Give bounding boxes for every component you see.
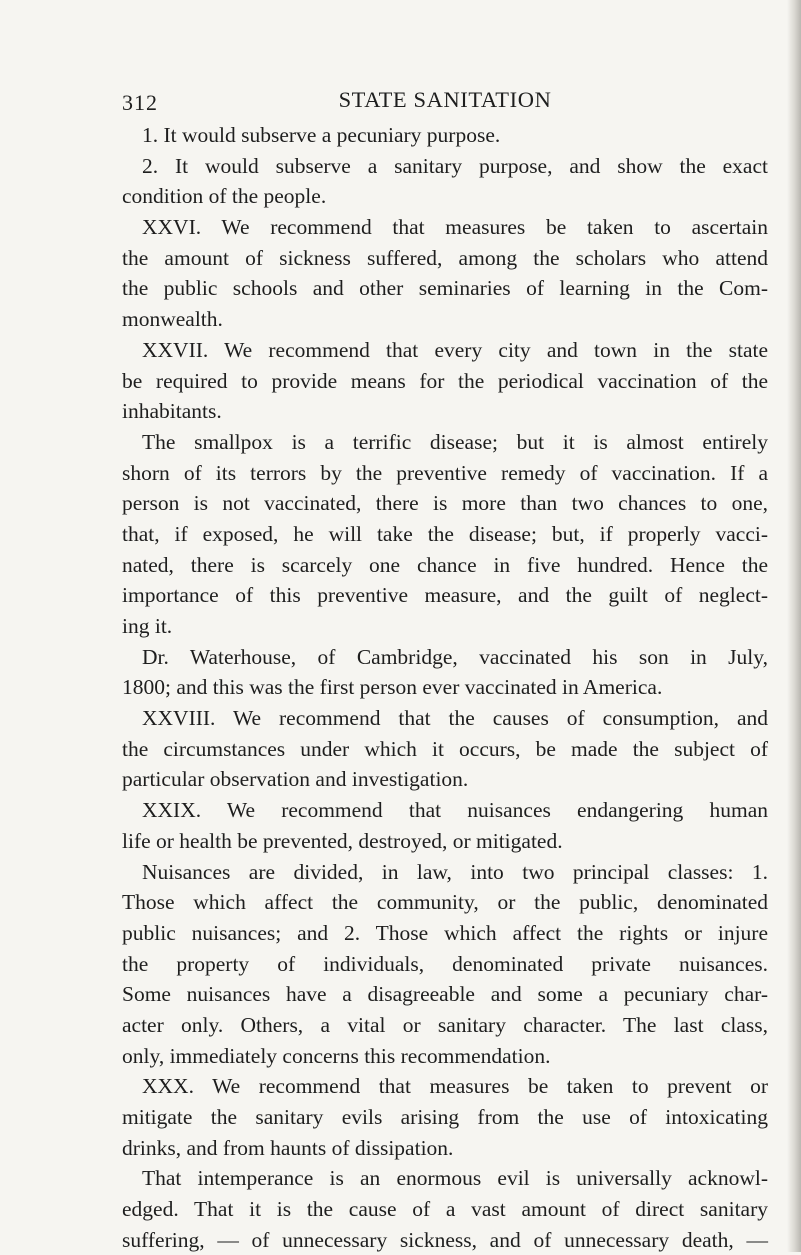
text-line: condition of the people.	[122, 184, 327, 209]
text-line: That intemperance is an enormous evil is universally acknowl-	[142, 1166, 768, 1191]
running-head	[122, 84, 768, 118]
text-line: edged. That it is the cause of a vast amount of direct sanitary	[122, 1197, 768, 1222]
text-line: The smallpox is a terrific disease; but it is almost entirely	[142, 429, 768, 454]
text-line: 1800; and this was the first person ever vaccinated in America.	[122, 675, 663, 700]
book-page	[122, 84, 768, 1255]
page-number: 312	[122, 90, 158, 115]
text-line: the public schools and other seminaries of learning in the Com-	[122, 276, 768, 301]
text-line: importance of this preventive measure, and the guilt of neglect-	[122, 583, 768, 608]
text-line: Those which affect the community, or the public, denominated	[122, 890, 768, 915]
text-line: 2. It would subserve a sanitary purpose, and show the exact	[142, 153, 768, 178]
text-line: that, if exposed, he will take the disease; but, if properly vacci-	[122, 521, 768, 546]
page-edge-shadow	[787, 0, 801, 1252]
text-line: the property of individuals, denominated private nuisances.	[122, 951, 768, 976]
text-line: particular observation and investigation.	[122, 767, 469, 792]
text-line: XXVII. We recommend that every city and town in the state	[142, 337, 768, 362]
text-line: XXVI. We recommend that measures be taken to ascertain	[142, 215, 768, 240]
text-line: acter only. Others, a vital or sanitary character. The last class,	[122, 1012, 768, 1037]
text-line: public nuisances; and 2. Those which affect the rights or injure	[122, 920, 768, 945]
text-line: inhabitants.	[122, 399, 222, 424]
text-line: Nuisances are divided, in law, into two principal classes: 1.	[142, 859, 768, 884]
text-line: drinks, and from haunts of dissipation.	[122, 1135, 454, 1160]
text-line: XXVIII. We recommend that the causes of consumption, and	[142, 706, 768, 731]
text-line: the amount of sickness suffered, among the scholars who attend	[122, 245, 768, 270]
text-line: Some nuisances have a disagreeable and some a pecuniary char-	[122, 982, 768, 1007]
text-line: ing it.	[122, 614, 173, 638]
text-line: XXX. We recommend that measures be taken to prevent or	[142, 1074, 768, 1099]
text-line: person is not vaccinated, there is more than two chances to one,	[122, 491, 768, 516]
text-line: be required to provide means for the periodical vaccination of the	[122, 368, 768, 393]
text-line: nated, there is scarcely one chance in five hundred. Hence the	[122, 552, 768, 577]
text-line: the circumstances under which it occurs, be made the subject of	[122, 736, 768, 761]
text-line: XXIX. We recommend that nuisances endangering human	[142, 798, 768, 823]
running-title: STATE SANITATION	[338, 87, 552, 112]
text-line: shorn of its terrors by the preventive remedy of vaccination. If a	[122, 460, 768, 485]
text-line: monwealth.	[122, 307, 223, 332]
text-line: life or health be prevented, destroyed, or mitigated.	[122, 828, 563, 853]
text-line: 1. It would subserve a pecuniary purpose.	[142, 123, 501, 147]
text-line: only, immediately concerns this recommendation.	[122, 1043, 551, 1068]
body-text	[122, 120, 768, 1255]
text-line: Dr. Waterhouse, of Cambridge, vaccinated his son in July,	[142, 644, 768, 669]
text-line: mitigate the sanitary evils arising from the use of intoxicating	[122, 1105, 768, 1129]
text-line: suffering, — of unnecessary sickness, and of unnecessary death, —	[122, 1227, 768, 1252]
